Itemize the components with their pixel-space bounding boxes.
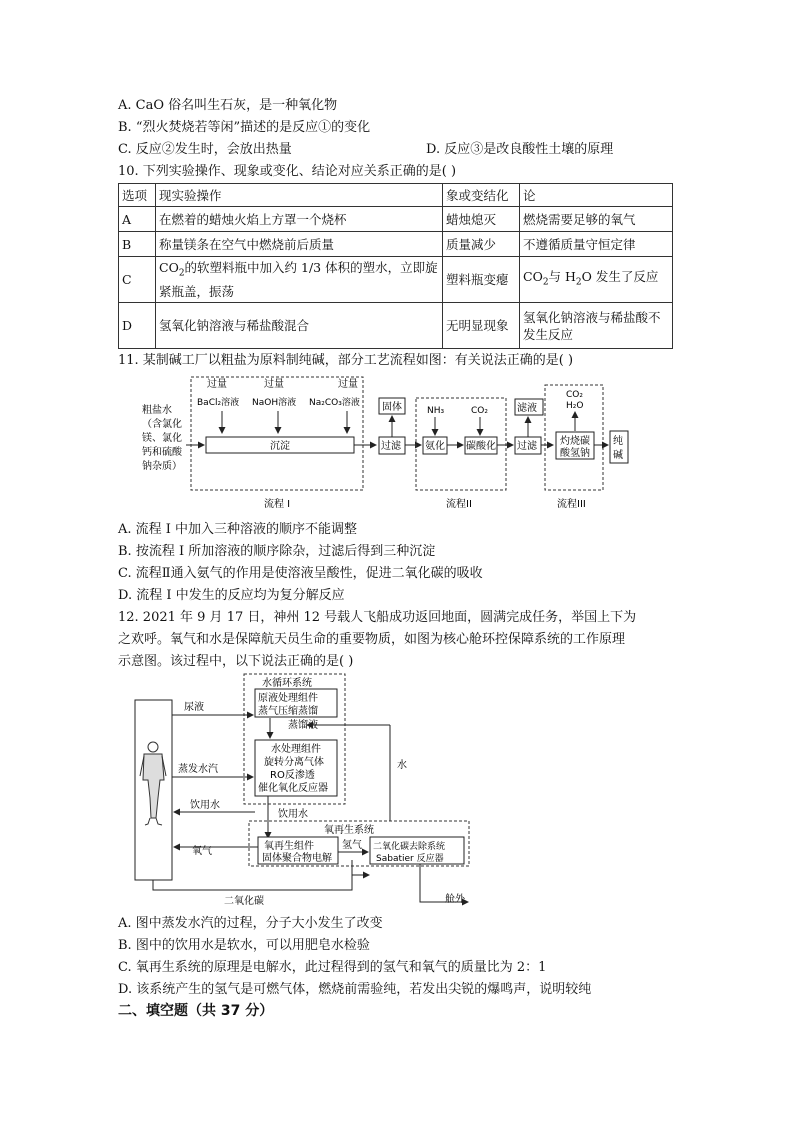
table-cell: 在燃着的蜡烛火焰上方罩一个烧杯 <box>156 207 443 232</box>
reagent-na2co3: Na₂CO₃溶液 <box>309 398 360 408</box>
filtrate-label: 滤液 <box>517 403 537 414</box>
excess-label: 过量 <box>264 379 284 390</box>
o2-system-label: 氧再生系统 <box>324 825 374 836</box>
q11-option-a: A. 流程 I 中加入三种溶液的顺序不能调整 <box>118 522 358 537</box>
co2-label: CO₂ <box>471 406 488 416</box>
o2-unit-label: 氧再生组件 <box>264 841 314 852</box>
urine-unit-label: 原液处理组件 <box>258 693 318 704</box>
nh3-label: NH₃ <box>427 406 445 416</box>
water-unit-label: 旋转分离气体 <box>264 757 324 768</box>
flow2-label: 流程II <box>446 499 472 510</box>
q11-process-diagram <box>0 371 794 516</box>
q12-option-a: A. 图中蒸发水汽的过程，分子大小发生了改变 <box>118 916 383 931</box>
q12-option-d: D. 该系统产生的氢气是可燃气体，燃烧前需验纯，若发出尖锐的爆鸣声，说明较纯 <box>118 982 592 997</box>
table-row <box>119 207 673 232</box>
water-unit-label: RO反渗透 <box>270 770 315 781</box>
table-cell: 质量减少 <box>443 232 520 257</box>
filter-label: 过滤 <box>381 441 401 452</box>
header-cell: 论 <box>520 184 673 207</box>
header-cell: 现实验操作 <box>156 184 443 207</box>
table-cell: 称量镁条在空气中燃烧前后质量 <box>156 232 443 257</box>
solid-label: 固体 <box>382 402 402 413</box>
vapor-label: 蒸发水汽 <box>178 764 218 775</box>
formula-text: 与 H <box>548 268 576 284</box>
table-cell: 氢氧化钠溶液与稀盐酸不发生反应 <box>520 303 673 349</box>
table-cell: 氢氧化钠溶液与稀盐酸混合 <box>156 303 443 349</box>
calcine-label: 灼烧碳 <box>560 436 590 447</box>
urine-unit-label: 蒸气压缩蒸馏 <box>258 706 318 717</box>
table-cell: 不遵循质量守恒定律 <box>520 232 673 257</box>
ammoniate-label: 氨化 <box>425 441 445 452</box>
table-cell: A <box>119 207 156 232</box>
formula-text: CO <box>523 268 543 284</box>
excess-label: 过量 <box>338 379 358 390</box>
section-heading: 二、填空题（共 37 分） <box>118 1003 274 1019</box>
water-label: 水 <box>397 760 407 771</box>
oxygen-label: 氧气 <box>192 846 212 857</box>
q12-stem: 12. 2021 年 9 月 17 日，神州 12 号载人飞船成功返回地面，圆满完成任务，举国上下为 <box>118 610 637 625</box>
table-cell: 燃烧需要足够的氧气 <box>520 207 673 232</box>
table-cell: $CO_2$与 $H_2O$ 发生了反应 <box>520 257 673 303</box>
water-unit-label: 水处理组件 <box>271 744 321 755</box>
q9-option-b: B. “烈火焚烧若等闲”描述的是反应①的变化 <box>118 120 371 135</box>
feed-label: 钠杂质） <box>142 461 182 472</box>
q10-stem: 10. 下列实验操作、现象或变化、结论对应关系正确的是( ) <box>118 164 457 179</box>
flow1-label: 流程 I <box>264 499 291 510</box>
table-row <box>119 232 673 257</box>
soda-label: 碱 <box>613 450 623 461</box>
urine-label: 尿液 <box>184 702 204 713</box>
table-cell: 蜡烛熄灭 <box>443 207 520 232</box>
table-cell: 无明显现象 <box>443 303 520 349</box>
formula-text: CO <box>159 260 179 276</box>
table-row <box>119 257 673 303</box>
table-cell: C <box>119 257 156 303</box>
q11-stem: 11. 某制碱工厂以粗盐为原料制纯碱，部分工艺流程如图：有关说法正确的是( ) <box>118 353 574 368</box>
q11-option-d: D. 流程 I 中发生的反应均为复分解反应 <box>118 588 345 603</box>
formula-text: O 发生了反应 <box>581 268 659 284</box>
table-cell: $CO_2$的软塑料瓶中加入约 1/3 体积的塑水，立即旋紧瓶盖，振荡 <box>156 257 443 303</box>
o2-unit-label: 固体聚合物电解 <box>262 853 332 864</box>
q11-option-c: C. 流程Ⅱ通入氨气的作用是使溶液呈酸性，促进二氧化碳的吸收 <box>118 566 483 581</box>
co2-unit-label: Sabatier 反应器 <box>376 854 444 864</box>
q12-stem: 示意图。该过程中，以下说法正确的是( ) <box>118 654 354 669</box>
flow3-label: 流程III <box>557 499 586 510</box>
feed-label: 粗盐水 <box>142 405 172 416</box>
water-unit-label: 催化氧化反应器 <box>258 783 328 794</box>
products-h2o: H₂O <box>566 401 584 411</box>
feed-label: 钙和硫酸 <box>142 447 182 458</box>
excess-label: 过量 <box>207 379 227 390</box>
co2-unit-label: 二氧化碳去除系统 <box>373 842 446 852</box>
header-cell: 象或变结化 <box>443 184 520 207</box>
drinking-water-label: 饮用水 <box>278 809 308 820</box>
table-cell: B <box>119 232 156 257</box>
table-cell: 塑料瓶变瘪 <box>443 257 520 303</box>
soda-label: 纯 <box>613 436 623 447</box>
products-co2: CO₂ <box>566 390 583 400</box>
q12-option-b: B. 图中的饮用水是软水，可以用肥皂水检验 <box>118 938 370 953</box>
q12-system-diagram <box>0 670 794 910</box>
distillate-label: 蒸馏液 <box>288 720 318 731</box>
feed-label: 镁、氯化 <box>142 433 182 444</box>
co2-line-label: 二氧化碳 <box>224 896 264 907</box>
hydrogen-label: 氢气 <box>342 840 362 851</box>
q9-option-d: D. 反应③是改良酸性土壤的原理 <box>426 142 614 157</box>
calcine-label: 酸氢钠 <box>560 448 590 459</box>
reagent-bacl2: BaCl₂溶液 <box>197 398 240 408</box>
q9-option-c: C. 反应②发生时，会放出热量 <box>118 142 292 157</box>
header-cell: 选项 <box>119 184 156 207</box>
drinking-water-label: 饮用水 <box>190 800 220 811</box>
carbonate-label: 碳酸化 <box>466 441 496 452</box>
q10-table <box>118 183 673 349</box>
q9-option-a: A. CaO 俗名叫生石灰，是一种氧化物 <box>118 98 338 113</box>
table-header-row <box>119 184 673 207</box>
table-cell: D <box>119 303 156 349</box>
outside-label: 舱外 <box>445 894 465 905</box>
precip-label: 沉淀 <box>270 441 290 452</box>
flow1-box <box>191 377 363 490</box>
water-cycle-label: 水循环系统 <box>262 678 312 689</box>
cell-text: 的软塑料瓶中加入约 1/3 体积的塑水，立即旋紧瓶盖，振荡 <box>159 260 438 299</box>
table-row <box>119 303 673 349</box>
filter-label: 过滤 <box>517 441 537 452</box>
q12-stem: 之欢呼。氧气和水是保障航天员生命的重要物质，如图为核心舱环控保障系统的工作原理 <box>118 632 626 647</box>
q12-option-c: C. 氧再生系统的原理是电解水，此过程得到的氢气和氧气的质量比为 2：1 <box>118 960 547 975</box>
q11-option-b: B. 按流程 I 所加溶液的顺序除杂，过滤后得到三种沉淀 <box>118 544 436 559</box>
reagent-naoh: NaOH溶液 <box>252 398 297 408</box>
feed-label: （含氯化 <box>142 419 182 430</box>
